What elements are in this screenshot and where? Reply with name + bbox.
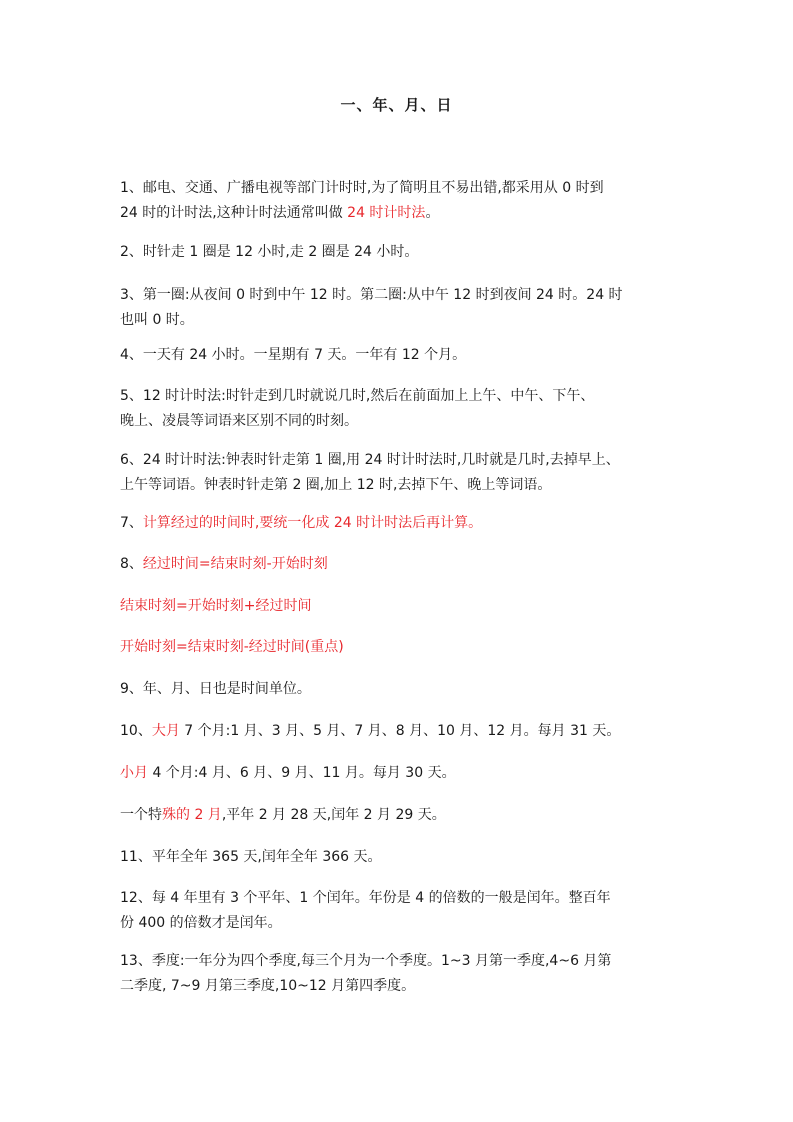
document-title: 一、年、月、日 (340, 96, 453, 114)
item-10-february (120, 803, 680, 828)
item-13 (120, 949, 680, 999)
item-10b-highlight: 小月 (120, 765, 148, 781)
item-6-line-2: 上午等词语。钟表时针走第 2 圈,加上 12 时,去掉下午、晚上等词语。 (120, 477, 552, 493)
item-1-text: 24 时的计时法,这种计时法通常叫做 (120, 205, 348, 221)
item-1 (120, 176, 680, 226)
item-3 (120, 283, 680, 333)
item-10-text: 7 个月:1 月、3 月、5 月、7 月、8 月、10 月、12 月。每月 31 天。 (179, 723, 621, 739)
item-2: 2、时针走 1 圈是 12 小时,走 2 圈是 24 小时。 (120, 244, 419, 260)
item-10 (120, 719, 680, 744)
item-1-highlight: 24 时计时法 (347, 205, 426, 221)
item-10-small-month (120, 761, 680, 786)
item-6 (120, 448, 680, 498)
item-1-line-2 (120, 201, 680, 226)
item-10c-text: ,平年 2 月 28 天,闰年 2 月 29 天。 (221, 807, 446, 823)
item-7 (120, 511, 680, 536)
item-8-formula: 经过时间=结束时刻-开始时刻 (142, 556, 328, 572)
item-5 (120, 384, 680, 434)
item-5-line-2: 晚上、凌晨等词语来区别不同的时刻。 (120, 413, 358, 429)
item-5-line-1: 5、12 时计时法:时针走到几时就说几时,然后在前面加上上午、中午、下午、 (120, 388, 595, 404)
item-8-number: 8、 (120, 556, 143, 572)
item-12-line-2: 份 400 的倍数才是闰年。 (120, 915, 282, 931)
item-10b-text: 4 个月:4 月、6 月、9 月、11 月。每月 30 天。 (148, 765, 456, 781)
item-1-line-1: 1、邮电、交通、广播电视等部门计时时,为了简明且不易出错,都采用从 0 时到 (120, 180, 604, 196)
item-11: 11、平年全年 365 天,闰年全年 366 天。 (120, 849, 382, 865)
item-13-line-1: 13、季度:一年分为四个季度,每三个月为一个季度。1~3 月第一季度,4~6 月第 (120, 953, 612, 969)
item-3-line-1: 3、第一圈:从夜间 0 时到中午 12 时。第二圈:从中午 12 时到夜间 24 时。24 时 (120, 287, 623, 303)
item-10-number: 10、 (120, 723, 152, 739)
item-8-formula-3: 开始时刻=结束时刻-经过时间(重点) (120, 639, 344, 655)
item-12-line-1: 12、每 4 年里有 3 个平年、1 个闰年。年份是 4 的倍数的一般是闰年。整百年 (120, 890, 611, 906)
item-7-highlight: 计算经过的时间时,要统一化成 24 时计时法后再计算 (142, 515, 469, 531)
item-13-line-2: 二季度, 7~9 月第三季度,10~12 月第四季度。 (120, 978, 416, 994)
item-9: 9、年、月、日也是时间单位。 (120, 681, 311, 697)
item-8-formula-2: 结束时刻=开始时刻+经过时间 (120, 598, 312, 614)
item-4: 4、一天有 24 小时。一星期有 7 天。一年有 12 个月。 (120, 347, 467, 363)
item-6-line-1: 6、24 时计时法:钟表时针走第 1 圈,用 24 时计时法时,几时就是几时,去掉早上、 (120, 452, 620, 468)
item-10-highlight: 大月 (151, 723, 180, 739)
item-3-line-2: 也叫 0 时。 (120, 312, 194, 328)
item-7-number: 7、 (120, 515, 143, 531)
item-12 (120, 886, 680, 936)
item-7-end: 。 (468, 515, 483, 531)
item-10c-highlight: 殊的 2 月 (162, 807, 222, 823)
item-10c-pre: 一个特 (120, 807, 162, 823)
item-1-end: 。 (425, 205, 440, 221)
item-8 (120, 552, 680, 577)
